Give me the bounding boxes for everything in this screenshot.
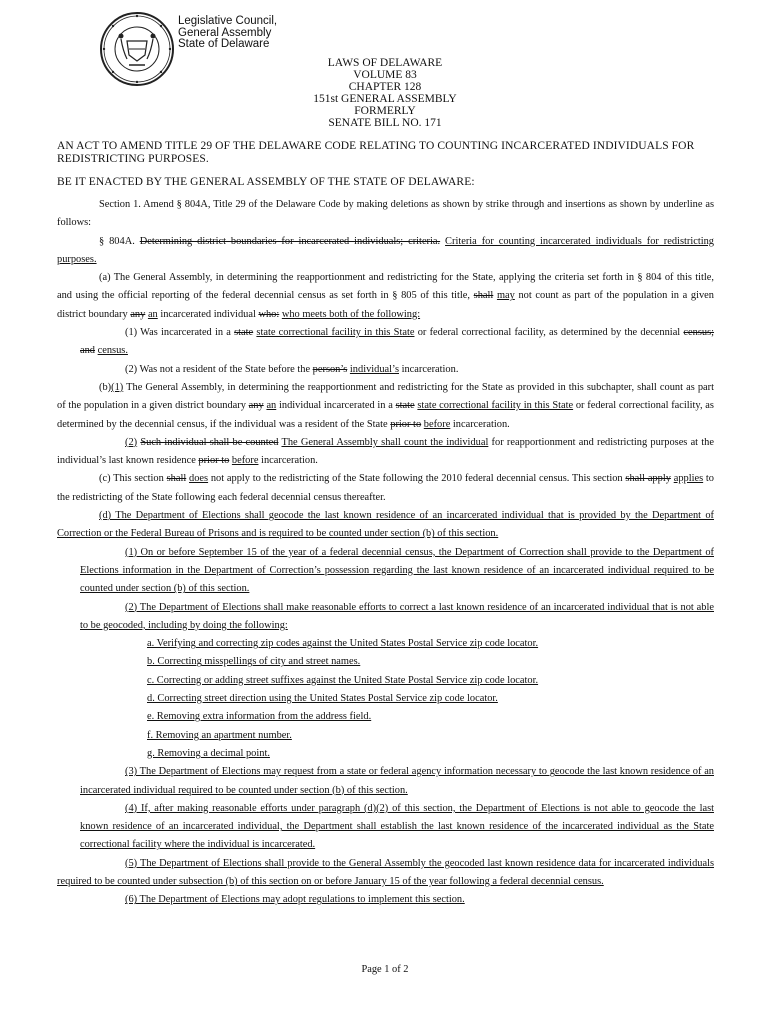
bill-paragraph: [57, 361, 714, 379]
deleted-text: census; and: [80, 327, 715, 357]
inserted-text: individual’s: [349, 363, 399, 375]
inserted-text: e. Removing extra information from the address field.: [147, 711, 372, 723]
inserted-text: f. Removing an apartment number.: [147, 729, 292, 741]
inserted-text: before: [423, 418, 451, 430]
page-number: Page 1 of 2: [361, 964, 409, 975]
inserted-text: does: [189, 473, 209, 485]
inserted-text: state correctional facility in this State: [256, 327, 415, 339]
paragraph-text: not count as part of the population in a given district boundary: [57, 290, 714, 320]
org-line-2: General Assembly: [178, 26, 272, 39]
paragraph-text: or federal correctional facility, as determined by the decennial census, if the individual was a resident of the State: [57, 400, 714, 430]
deleted-text: any: [248, 400, 264, 412]
inserted-text: (4) If, after making reasonable efforts under paragraph (d)(2) of this section, the Department of Elections is not able to geocode the last known residence of an incarcerated individual, the Department shall establish the last known residence of the incarcerated individual as the State correctional facility where the individual is incarcerated.: [80, 802, 714, 851]
bill-paragraph: [57, 324, 714, 361]
inserted-text: c. Correcting or adding street suffixes against the United State Postal Service zip code locator.: [147, 674, 539, 686]
bill-paragraph: [57, 672, 714, 690]
deleted-text: shall: [166, 473, 187, 485]
heading-line-1: LAWS OF DELAWARE: [327, 57, 443, 69]
law-heading: [0, 57, 770, 129]
heading-line-2: VOLUME 83: [353, 69, 417, 81]
inserted-text: (3) The Department of Elections may request from a state or federal agency information necessary to geocode the last known residence of an incarcerated individual required to be counted under section (b) of this section.: [80, 766, 714, 796]
paragraph-text: § 804A.: [99, 235, 140, 247]
bill-paragraph: [57, 891, 714, 909]
org-line-3: State of Delaware: [178, 38, 270, 50]
deleted-text: shall: [473, 290, 494, 302]
inserted-text: before: [231, 455, 259, 467]
deleted-text: Such individual shall be counted: [140, 436, 279, 448]
paragraph-text: Section 1. Amend § 804A, Title 29 of the Delaware Code by making deletions as shown by strike through and insertions as shown by underline as follows:: [57, 199, 714, 229]
inserted-text: who meets both of the following:: [281, 308, 421, 320]
deleted-text: any: [130, 308, 146, 320]
bill-paragraph: [57, 727, 714, 745]
org-line-1: Legislative Council,: [178, 15, 278, 27]
deleted-text: prior to: [390, 418, 422, 430]
bill-paragraph: [57, 653, 714, 671]
bill-paragraph: [57, 855, 714, 892]
deleted-text: person’s: [312, 363, 348, 375]
inserted-text: The General Assembly shall count the individual: [281, 436, 489, 448]
inserted-text: census.: [97, 345, 128, 357]
bill-paragraph: [57, 470, 714, 507]
inserted-text: state correctional facility in this State: [417, 400, 574, 412]
inserted-text: (d) The Department of Elections shall geocode the last known residence of an incarcerated individual that is provided by the Department of Correction or the Federal Bureau of Prisons and is required to be counted under section (b) of this section.: [57, 510, 714, 540]
act-title: AN ACT TO AMEND TITLE 29 OF THE DELAWARE CODE RELATING TO COUNTING INCARCERATED INDIVIDUALS FOR REDISTRICTING PURPOSES.: [57, 140, 695, 165]
inserted-text: (2): [125, 436, 138, 448]
inserted-text: an: [147, 308, 158, 320]
deleted-text: prior to: [198, 455, 230, 467]
bill-paragraph: [57, 233, 714, 270]
paragraph-text: The General Assembly, in determining the reapportionment and redistricting for the State as provided in this subchapter, shall count as part of the population in a given district boundary: [57, 381, 714, 412]
inserted-text: (6) The Department of Elections may adopt regulations to implement this section.: [125, 894, 465, 906]
inserted-text: Criteria for counting incarcerated individuals for redistricting purposes.: [57, 235, 714, 265]
bill-paragraph: [57, 379, 714, 434]
heading-line-5: FORMERLY: [354, 105, 416, 117]
bill-paragraph: [57, 434, 714, 471]
inserted-text: d. Correcting street direction using the United States Postal Service zip code locator.: [147, 693, 498, 705]
deleted-text: state: [234, 327, 254, 339]
deleted-text: shall apply: [625, 473, 671, 485]
bill-paragraph: [57, 690, 714, 708]
paragraph-text: incarceration.: [450, 418, 510, 430]
paragraph-text: incarceration.: [258, 455, 318, 467]
inserted-text: g. Removing a decimal point.: [147, 747, 270, 759]
bill-paragraph: [57, 269, 714, 324]
paragraph-text: (a) The General Assembly, in determining the reapportionment and redistricting for the State, applying the criteria set forth in § 804 of this title, and using the official reporting of the federal decennial census as set forth in § 805 of this title,: [57, 272, 714, 302]
inserted-text: a. Verifying and correcting zip codes against the United States Postal Service zip code locator.: [147, 638, 539, 650]
bill-paragraph: [57, 800, 714, 855]
bill-paragraph: [57, 599, 714, 636]
paragraph-text: (1) Was incarcerated in a: [125, 327, 235, 339]
inserted-text: may: [496, 290, 515, 302]
enacting-clause: BE IT ENACTED BY THE GENERAL ASSEMBLY OF THE STATE OF DELAWARE:: [57, 176, 475, 188]
paragraph-text: (b): [99, 381, 112, 393]
paragraph-text: incarcerated individual: [157, 308, 259, 320]
deleted-text: who:: [258, 308, 280, 320]
bill-paragraph: [57, 708, 714, 726]
inserted-text: (2) The Department of Elections shall make reasonable efforts to correct a last known residence of an incarcerated individual that is not able to be geocoded, including by doing the following:: [80, 601, 714, 631]
bill-paragraph: [57, 196, 714, 233]
bill-paragraph: [57, 745, 714, 763]
paragraph-text: individual incarcerated in a: [276, 400, 396, 412]
inserted-text: an: [266, 400, 277, 412]
deleted-text: Determining district boundaries for incarcerated individuals; criteria.: [139, 235, 441, 247]
inserted-text: b. Correcting misspellings of city and street names.: [147, 656, 361, 668]
inserted-text: (1): [111, 381, 124, 393]
paragraph-text: not apply to the redistricting of the State following the 2010 federal decennial census. This section: [208, 473, 626, 485]
legislative-council-label: [178, 16, 277, 51]
paragraph-text: (2) Was not a resident of the State before the: [125, 363, 313, 375]
paragraph-text: to the redistricting of the State following each federal decennial census thereafter.: [57, 473, 715, 503]
paragraph-text: or federal correctional facility, as determined by the decennial: [414, 327, 684, 339]
paragraph-text: incarceration.: [399, 363, 459, 375]
bill-body: [57, 196, 714, 910]
inserted-text: (1) On or before September 15 of the year of a federal decennial census, the Department of Correction shall provide to the Department of Elections information in the Department of Correction’s possession regarding the last known residence of an incarcerated individual required to be counted under section (b) of this section.: [80, 546, 714, 595]
inserted-text: applies: [673, 473, 704, 485]
paragraph-text: (c) This section: [99, 473, 167, 485]
bill-paragraph: [57, 635, 714, 653]
heading-line-4: 151st GENERAL ASSEMBLY: [313, 93, 457, 105]
heading-line-3: CHAPTER 128: [348, 81, 422, 93]
heading-line-6: SENATE BILL NO. 171: [328, 117, 442, 129]
deleted-text: state: [395, 400, 415, 412]
paragraph-text: for reapportionment and redistricting purposes at the individual’s last known residence: [57, 436, 714, 467]
bill-paragraph: [57, 507, 714, 544]
inserted-text: (5) The Department of Elections shall provide to the General Assembly the geocoded last known residence data for incarcerated individuals required to be counted under subsection (b) of this section on or before January 15 of the year following a federal decennial census.: [57, 857, 714, 887]
bill-paragraph: [57, 763, 714, 800]
bill-paragraph: [57, 544, 714, 599]
